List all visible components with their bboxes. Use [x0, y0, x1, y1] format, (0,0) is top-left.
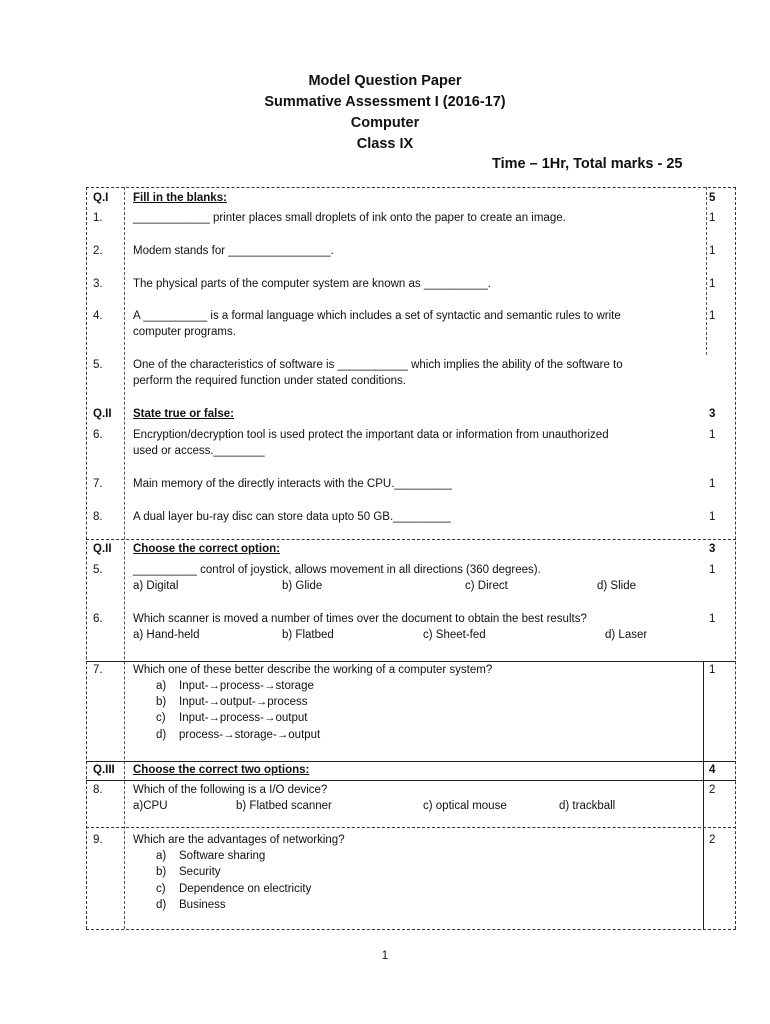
- option-b: b) Flatbed scanner: [236, 800, 332, 812]
- question-marks: 1: [709, 212, 716, 224]
- page-number: 1: [381, 950, 389, 962]
- section-marks: 3: [709, 543, 716, 555]
- option-d: d) Slide: [597, 580, 636, 592]
- option-b: Input-→output-→process: [179, 696, 308, 708]
- option-letter: a): [156, 850, 167, 862]
- section-marks: 4: [709, 764, 716, 776]
- question-text: The physical parts of the computer system are known as __________.: [133, 278, 491, 290]
- question-text: One of the characteristics of software is ___________ which implies the ability of the software to: [133, 359, 623, 371]
- question-text: Which scanner is moved a number of times over the document to obtain the best results?: [133, 613, 587, 625]
- option-letter: c): [156, 712, 166, 724]
- question-number: 3.: [93, 278, 103, 290]
- question-marks: 1: [709, 664, 716, 676]
- section-marks: 5: [709, 192, 716, 204]
- question-marks: 1: [709, 245, 716, 257]
- question-text: Which one of these better describe the working of a computer system?: [133, 664, 493, 676]
- question-marks: 1: [709, 310, 716, 322]
- option-a: a) Digital: [133, 580, 179, 592]
- section-title: Fill in the blanks:: [133, 192, 227, 204]
- option-b: Security: [179, 866, 221, 878]
- question-text: A __________ is a formal language which includes a set of syntactic and semantic rules to write: [133, 310, 621, 322]
- column-divider-right: [706, 187, 707, 355]
- question-marks: 1: [709, 511, 716, 523]
- row-divider: [86, 827, 736, 828]
- question-table: [86, 187, 736, 929]
- option-d: d) trackball: [559, 800, 616, 812]
- column-divider-left: [124, 187, 125, 929]
- question-marks: 1: [709, 613, 716, 625]
- option-a: Software sharing: [179, 850, 266, 862]
- question-text-cont: computer programs.: [133, 326, 236, 338]
- question-number: 5.: [93, 564, 103, 576]
- time-marks: Time – 1Hr, Total marks - 25: [492, 156, 683, 172]
- option-d: d) Laser: [605, 629, 648, 641]
- question-text: Which of the following is a I/O device?: [133, 784, 328, 796]
- question-text: Main memory of the directly interacts with the CPU._________: [133, 478, 452, 490]
- question-number: 8.: [93, 511, 103, 523]
- option-c: Input-→process-→output: [179, 712, 308, 724]
- question-marks: 1: [709, 278, 716, 290]
- section-number: Q.II: [93, 408, 112, 420]
- row-divider: [86, 780, 736, 781]
- question-marks: 1: [709, 564, 716, 576]
- question-marks: 2: [709, 834, 716, 846]
- section-number: Q.I: [93, 192, 109, 204]
- question-marks: 2: [709, 784, 716, 796]
- option-letter: b): [156, 866, 167, 878]
- option-b: b) Glide: [282, 580, 323, 592]
- column-divider-right-solid: [703, 661, 704, 929]
- paper-subtitle: Summative Assessment I (2016-17): [264, 94, 506, 110]
- option-letter: a): [156, 680, 167, 692]
- option-letter: b): [156, 696, 167, 708]
- section-number: Q.III: [93, 764, 115, 776]
- question-number: 1.: [93, 212, 103, 224]
- question-number: 5.: [93, 359, 103, 371]
- question-number: 8.: [93, 784, 103, 796]
- question-number: 2.: [93, 245, 103, 257]
- question-number: 6.: [93, 429, 103, 441]
- question-text: A dual layer bu-ray disc can store data upto 50 GB._________: [133, 511, 451, 523]
- question-marks: 1: [709, 429, 716, 441]
- question-text: Modem stands for ________________.: [133, 245, 334, 257]
- section-title: Choose the correct option:: [133, 543, 280, 555]
- option-c: c) optical mouse: [423, 800, 507, 812]
- option-a: Input-→process-→storage: [179, 680, 314, 692]
- option-c: c) Sheet-fed: [423, 629, 486, 641]
- option-letter: c): [156, 883, 166, 895]
- question-number: 7.: [93, 478, 103, 490]
- question-number: 4.: [93, 310, 103, 322]
- question-marks: 1: [709, 478, 716, 490]
- question-text: __________ control of joystick, allows movement in all directions (360 degrees).: [133, 564, 541, 576]
- question-number: 7.: [93, 664, 103, 676]
- option-a: a)CPU: [133, 800, 168, 812]
- paper-subject: Computer: [350, 115, 420, 131]
- option-c: c) Direct: [465, 580, 508, 592]
- option-letter: d): [156, 729, 167, 741]
- option-a: a) Hand-held: [133, 629, 200, 641]
- section-title: State true or false:: [133, 408, 234, 420]
- question-text-cont: perform the required function under stated conditions.: [133, 375, 406, 387]
- section-marks: 3: [709, 408, 716, 420]
- table-top-border: [86, 187, 736, 188]
- question-text: Which are the advantages of networking?: [133, 834, 345, 846]
- row-divider: [86, 539, 736, 540]
- option-c: Dependence on electricity: [179, 883, 312, 895]
- option-b: b) Flatbed: [282, 629, 334, 641]
- section-number: Q.II: [93, 543, 112, 555]
- option-d: process-→storage-→output: [179, 729, 321, 741]
- table-bottom-border: [86, 929, 736, 930]
- question-number: 6.: [93, 613, 103, 625]
- paper-class: Class IX: [356, 136, 414, 152]
- question-text: Encryption/decryption tool is used protect the important data or information from unauthorized: [133, 429, 609, 441]
- question-text-cont: used or access.________: [133, 445, 265, 457]
- question-text: ____________ printer places small droplets of ink onto the paper to create an image.: [133, 212, 566, 224]
- paper-title: Model Question Paper: [308, 73, 462, 89]
- option-letter: d): [156, 899, 167, 911]
- section-title: Choose the correct two options:: [133, 764, 310, 776]
- option-d: Business: [179, 899, 226, 911]
- question-number: 9.: [93, 834, 103, 846]
